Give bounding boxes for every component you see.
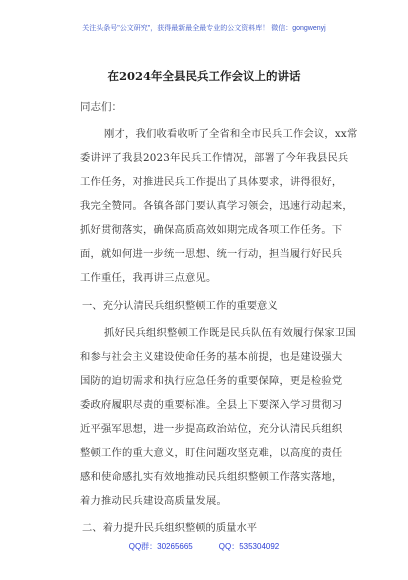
document-title: 在2024年全县民兵工作会议上的讲话 — [107, 69, 301, 83]
paragraph-line: 我完全赞同。各镇各部门要认真学习领会，迅速行动起来， — [80, 200, 353, 212]
paragraph-line: 近平强军思想，进一步提高政治站位，充分认清民兵组织 — [80, 423, 343, 435]
contact-footer — [0, 541, 408, 552]
paragraph-line: 抓好贯彻落实，确保高质高效如期完成各项工作任务。下 — [80, 224, 343, 236]
paragraph-line: 工作重任，我再讲三点意见。 — [80, 272, 217, 284]
paragraph-line: 和参与社会主义建设使命任务的基本前提，也是建设强大 — [80, 351, 343, 363]
salutation: 同志们： — [80, 101, 122, 113]
paragraph-line: 刚才，我们收看收听了全省和全市民兵工作会议，xx常 — [104, 128, 358, 140]
section-heading-2: 二、着力提升民兵组织整顿的质量水平 — [82, 522, 258, 534]
paragraph-line: 着力推动民兵建设高质量发展。 — [80, 495, 227, 507]
paragraph-line: 整顿工作的重大意义，盯住问题攻坚克难，以高度的责任 — [80, 447, 343, 459]
paragraph-line: 工作任务，对推进民兵工作提出了具体要求，讲得很好， — [80, 176, 343, 188]
qq-number: QQ：535304092 — [218, 542, 280, 551]
paragraph-line: 感和使命感扎实有效地推动民兵组织整顿工作落实落地， — [80, 471, 343, 483]
section-heading-1: 一、充分认清民兵组织整顿工作的重要意义 — [82, 300, 278, 312]
paragraph-line: 面，就如何进一步统一思想、统一行动，担当履行好民兵 — [80, 248, 343, 260]
paragraph-line: 委讲评了我县2023年民兵工作情况，部署了今年我县民兵 — [80, 152, 349, 164]
paragraph-line: 国防的迫切需求和执行应急任务的重要保障，更是检验党 — [80, 375, 343, 387]
qq-group-number: QQ群：30265665 — [128, 542, 193, 551]
promo-banner: 关注头条号"公文研究"，获得最新最全最专业的公文资料库！ 微信：gongwenyj — [82, 25, 326, 32]
paragraph-line: 抓好民兵组织整顿工作既是民兵队伍有效履行保家卫国 — [104, 327, 356, 339]
paragraph-line: 委政府履职尽责的重要标准。全县上下要深入学习贯彻习 — [80, 399, 343, 411]
